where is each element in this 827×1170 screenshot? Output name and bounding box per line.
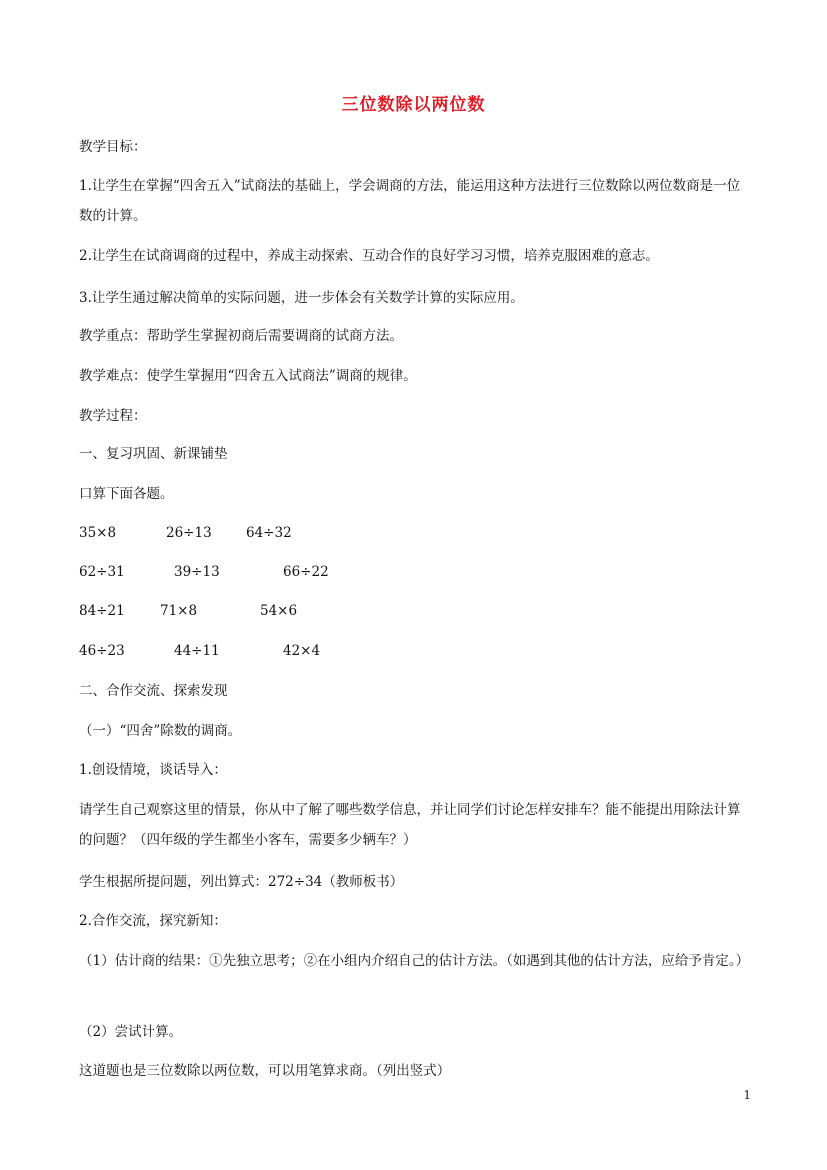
part-one-heading: 一、复习巩固、新课铺垫 bbox=[79, 446, 228, 462]
calc-item: 39÷13 bbox=[174, 564, 220, 580]
try-calc-heading: （2）尝试计算。 bbox=[79, 1024, 183, 1040]
calc-item: 66÷22 bbox=[283, 564, 329, 580]
section-process-heading: 教学过程： bbox=[79, 408, 147, 424]
step-2-heading: 2.合作交流，探究新知： bbox=[79, 913, 227, 929]
part-two-heading: 二、合作交流、探索发现 bbox=[79, 683, 228, 699]
objective-3: 3.让学生通过解决简单的实际问题，进一步体会有关数学计算的实际应用。 bbox=[79, 290, 524, 306]
objective-1: 1.让学生在掌握“四舍五入”试商法的基础上，学会调商的方法，能运用这种方法进行三位数除以两位数商是一位数的计算。 bbox=[79, 178, 741, 224]
difficult-point: 教学难点：使学生掌握用“四舍五入试商法”调商的规律。 bbox=[79, 368, 417, 384]
written-calc-line: 这道题也是三位数除以两位数，可以用笔算求商。（列出竖式） bbox=[79, 1063, 451, 1079]
oral-calc-instruction: 口算下面各题。 bbox=[79, 486, 174, 502]
calc-item: 35×8 bbox=[79, 525, 117, 541]
situation-paragraph: 请学生自己观察这里的情景，你从中了解了哪些数学信息，并让同学们讨论怎样安排车？能不能提出用除法计算的问题？（四年级的学生都坐小客车，需要多少辆车？） bbox=[79, 802, 741, 848]
equation-line: 学生根据所提问题，列出算式：272÷34（教师板书） bbox=[79, 874, 404, 890]
objective-2: 2.让学生在试商调商的过程中，养成主动探索、互动合作的良好学习习惯，培养克服困难的意志。 bbox=[79, 248, 659, 264]
calc-item: 54×6 bbox=[260, 603, 298, 619]
calc-item: 84÷21 bbox=[79, 603, 125, 619]
calc-item: 44÷11 bbox=[174, 643, 220, 659]
calc-item: 42×4 bbox=[283, 643, 321, 659]
calc-item: 62÷31 bbox=[79, 564, 125, 580]
page-title: 三位数除以两位数 bbox=[341, 95, 486, 115]
key-point: 教学重点：帮助学生掌握初商后需要调商的试商方法。 bbox=[79, 328, 403, 344]
estimate-paragraph: （1）估计商的结果：①先独立思考；②在小组内介绍自己的估计方法。（如遇到其他的估计方法，应给予肯定。） bbox=[79, 953, 750, 969]
calc-item: 26÷13 bbox=[166, 525, 212, 541]
step-1-heading: 1.创设情境，谈话导入： bbox=[79, 762, 227, 778]
section-objectives-heading: 教学目标： bbox=[79, 139, 147, 155]
calc-item: 71×8 bbox=[160, 603, 198, 619]
calc-item: 64÷32 bbox=[246, 525, 292, 541]
page-number: 1 bbox=[743, 1088, 751, 1102]
calc-item: 46÷23 bbox=[79, 643, 125, 659]
subsection-heading: （一）“四舍”除数的调商。 bbox=[79, 723, 242, 739]
